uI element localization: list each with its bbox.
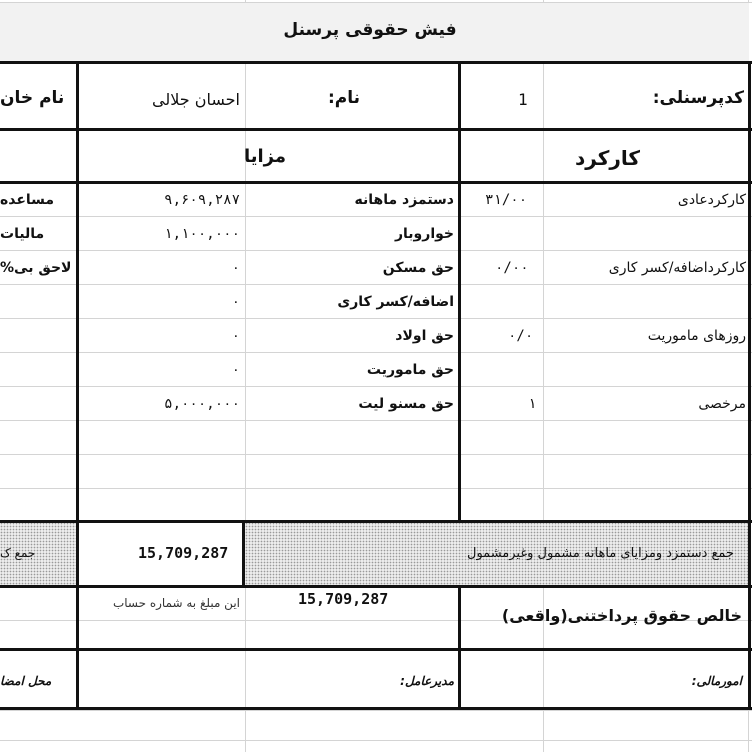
account-note: این مبلغ به شماره حساب <box>112 596 240 610</box>
karkard-row-value: ۰/۰۰ <box>495 260 529 276</box>
sum-value: 15,709,287 <box>138 544 229 562</box>
mazaya-heading: مزایا <box>243 146 286 167</box>
mazaya-row-label: اضافه/کسر کاری <box>337 294 454 310</box>
karkard-row-label: روزهای ماموریت <box>647 328 746 344</box>
mazaya-row-value: ۱,۱۰۰,۰۰۰ <box>164 226 240 242</box>
mazaya-row-label: دستمزد ماهانه <box>354 192 454 208</box>
signature-place-partial: محل امضا <box>0 674 52 688</box>
karkard-row-label: مرخصی <box>698 396 746 412</box>
mazaya-row-value: ۰ <box>231 362 240 378</box>
mazaya-row-value: ۰ <box>231 260 240 276</box>
deduction-label-partial: مساعده <box>0 192 55 208</box>
mazaya-row-label: حق مسنو لیت <box>358 396 454 412</box>
signature-finance: امورمالی: <box>691 674 742 688</box>
net-pay-label: خالص حقوق پرداختنی(واقعی) <box>501 606 742 625</box>
mazaya-row-value: ۰ <box>231 294 240 310</box>
name-value: احسان جلالی <box>152 90 240 109</box>
karkard-row-value: ۱ <box>528 396 537 412</box>
deduction-label-partial: مالیات <box>0 226 45 242</box>
mazaya-row-value: ۹,۶۰۹,۲۸۷ <box>164 192 240 208</box>
mazaya-row-label: خواروبار <box>394 226 454 242</box>
name-label: نام: <box>327 88 360 108</box>
family-label-partial: نام خان <box>0 88 65 108</box>
mazaya-row-value: ۰ <box>231 328 240 344</box>
deduction-label-partial: %لاحق بی <box>0 260 72 276</box>
karkard-row-label: کارکرداضافه/کسر کاری <box>608 260 746 276</box>
karkard-row-label: کارکردعادی <box>677 192 746 208</box>
karkard-heading: کارکرد <box>575 146 640 170</box>
page-title: فیش حقوقی پرسنل <box>283 20 457 40</box>
mazaya-row-label: حق اولاد <box>395 328 454 344</box>
personnel-code-value: 1 <box>518 90 528 109</box>
personnel-code-label: کدپرسنلی: <box>652 88 744 108</box>
karkard-row-value: ۰/۰ <box>508 328 534 344</box>
signature-manager: مدیرعامل: <box>400 674 454 688</box>
mazaya-row-value: ۵,۰۰۰,۰۰۰ <box>164 396 240 412</box>
mazaya-row-label: حق مسکن <box>382 260 454 276</box>
net-pay-value: 15,709,287 <box>298 590 389 608</box>
sum-label-partial: جمع ک <box>0 546 36 560</box>
karkard-row-value: ۳۱/۰۰ <box>485 192 528 208</box>
sum-label: جمع دستمزد ومزایای ماهانه مشمول وغیرمشمول <box>467 546 734 561</box>
mazaya-row-label: حق ماموریت <box>366 362 454 378</box>
